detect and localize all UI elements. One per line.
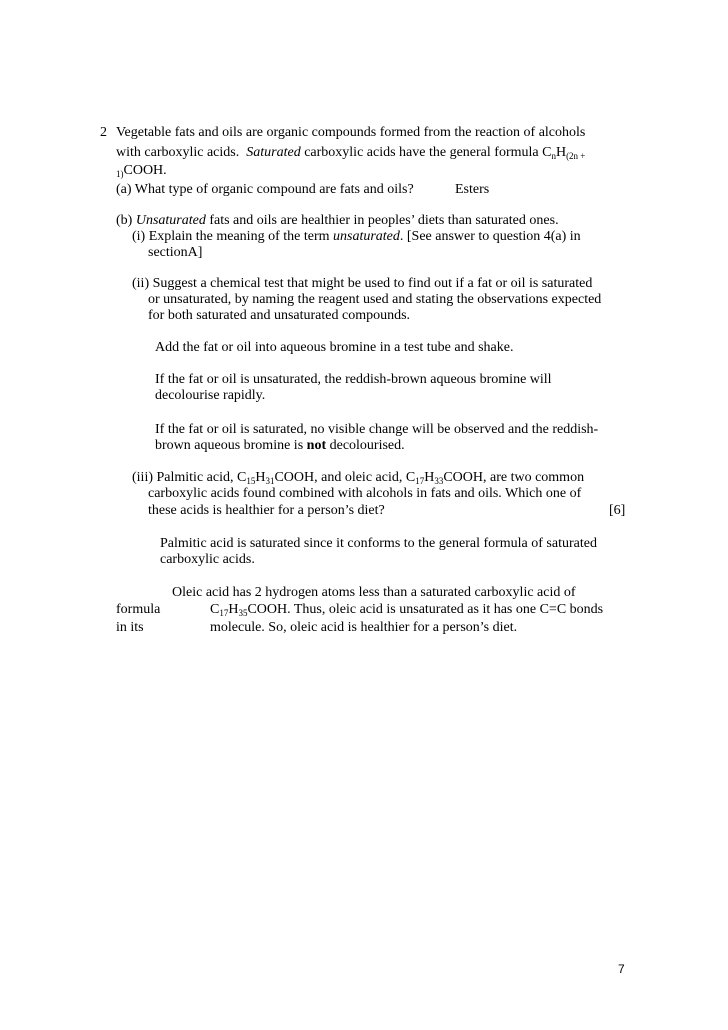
part-bii-line-3: for both saturated and unsaturated compounds. <box>148 308 411 323</box>
answer-biii-oleic-line-2: $C_{17}H_{35}COOH$. Thus, oleic acid is unsaturated as it has one C=C bonds <box>210 602 604 618</box>
question-number: 2 <box>100 125 107 140</box>
answer-bii-unsaturated-line-1: If the fat or oil is unsaturated, the reddish-brown aqueous bromine will <box>155 372 552 387</box>
answer-bii-saturated-line-2: brown aqueous bromine is not decolourised. <box>155 438 405 453</box>
part-bi-question: (i) Explain the meaning of the term unsaturated. [See answer to question 4(a) in <box>132 229 581 244</box>
answer-biii-palmitic-line-2: carboxylic acids. <box>160 552 255 567</box>
page-number: 7 <box>618 962 625 976</box>
part-biii-line-3: these acids is healthier for a person’s diet? <box>148 503 385 518</box>
part-bii-line-1: (ii) Suggest a chemical test that might be used to find out if a fat or oil is saturated <box>132 276 593 291</box>
part-bi-question-line-2: sectionA] <box>148 245 203 260</box>
answer-bii-saturated-line-1: If the fat or oil is saturated, no visible change will be observed and the reddish- <box>155 422 599 437</box>
part-a-answer: Esters <box>455 182 490 197</box>
answer-biii-oleic-line-2-label: formula <box>116 602 161 617</box>
answer-biii-oleic-line-3-label: in its <box>116 620 144 635</box>
part-a-question: (a) What type of organic compound are fats and oils? <box>116 182 414 197</box>
marks-label: [6] <box>609 503 626 518</box>
intro-line-3: $_{1)}$COOH. <box>116 163 167 179</box>
answer-biii-oleic-line-1: Oleic acid has 2 hydrogen atoms less than a saturated carboxylic acid of <box>172 585 576 600</box>
answer-biii-oleic-line-3: molecule. So, oleic acid is healthier for a person’s diet. <box>210 620 518 635</box>
part-biii-line-1: (iii) Palmitic acid, $C_{15}H_{31}COOH$, and oleic acid, $C_{17}H_{33}COOH$, are two common <box>132 470 585 486</box>
part-b-intro: (b) Unsaturated fats and oils are healthier in peoples’ diets than saturated ones. <box>116 213 559 228</box>
intro-line-1: Vegetable fats and oils are organic compounds formed from the reaction of alcohols <box>116 125 586 140</box>
answer-biii-palmitic-line-1: Palmitic acid is saturated since it conforms to the general formula of saturated <box>160 536 597 551</box>
answer-bii-unsaturated-line-2: decolourise rapidly. <box>155 388 266 403</box>
part-biii-line-2: carboxylic acids found combined with alcohols in fats and oils. Which one of <box>148 486 582 501</box>
answer-bii-step-1: Add the fat or oil into aqueous bromine in a test tube and shake. <box>155 340 514 355</box>
intro-line-2: with carboxylic acids. Saturated carboxylic acids have the general formula $C_nH_{(2n +}$ <box>116 145 586 161</box>
part-bii-line-2: or unsaturated, by naming the reagent used and stating the observations expected <box>148 292 602 307</box>
